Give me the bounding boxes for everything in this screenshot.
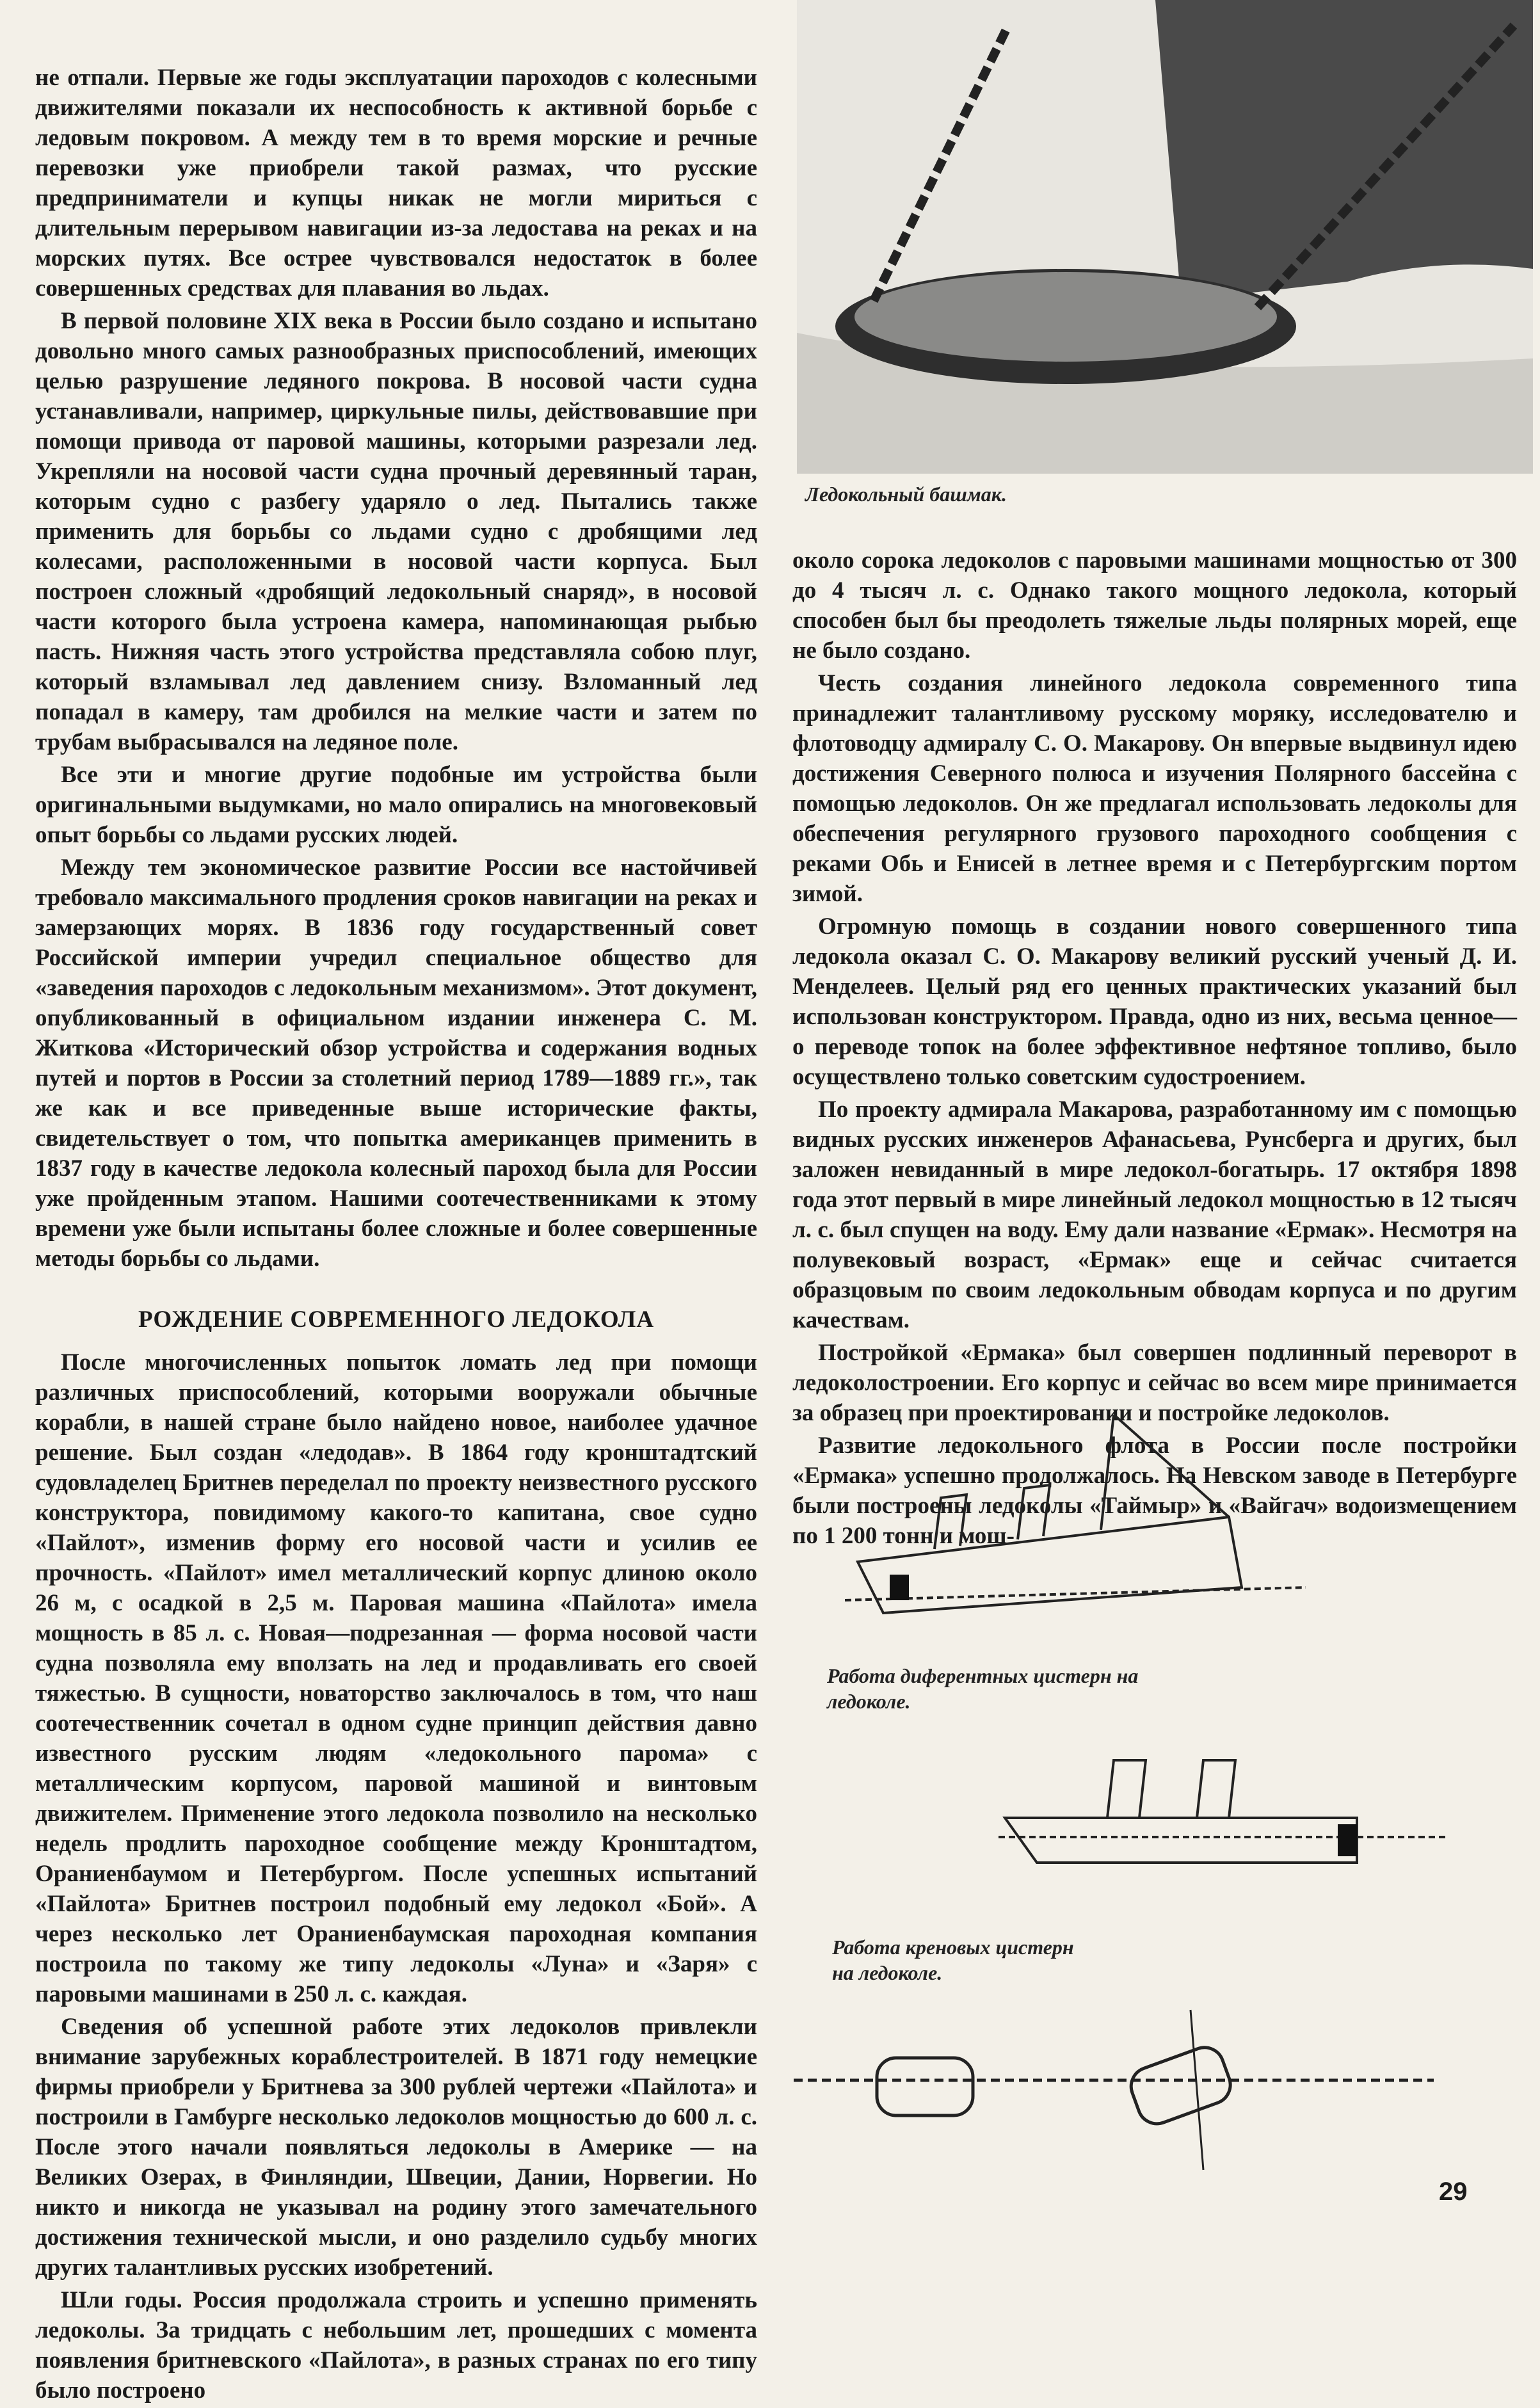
paragraph: Сведения об успешной работе этих ледоколов привлекли внимание зарубежных кораблестроителей. В 1871 году немецкие фирмы приобрели у Бритнева за 300 рублей чертежи «Пайлота» и построили в Гамбурге несколько ледоколов мощностью до 600 л. с. После этого начали появляться ледоколы в Америке — на Великих Озерах, в Финляндии, Швеции, Дании, Норвегии. Но никто и никогда не указывал на родину этого замечательного достижения технической мысли, и оно разделило судьбу многих других талантливых русских изобретений. <box>35 2014 757 2281</box>
paragraph: около сорока ледоколов с паровыми машинами мощностью от 300 до 4 тысяч л. с. Однако такого мощного ледокола, который способен был бы преодолеть тяжелые льды полярных морей, еще не было создано. <box>792 547 1517 664</box>
paragraph: Развитие ледокольного флота в России после постройки «Ермака» успешно продолжалось. На Невском заводе в Петербурге были построены ледоколы «Таймыр» и «Вайгач» водоизмещением по 1 200 тонн и мощ- <box>792 1433 1517 1549</box>
paragraph: Постройкой «Ермака» был совершен подлинный переворот в ледоколостроении. Его корпус и сейчас во всем мире принимается за образец при проектировании и постройке ледоколов. <box>792 1340 1517 1426</box>
trim-tanks-diagram <box>845 1402 1306 1632</box>
paragraph: В первой половине XIX века в России было создано и испытано довольно много самых разнообразных приспособлений, имеющих целью разрушение ледяного покрова. В носовой части судна устанавливали, например, циркульные пилы, действовавшие при помощи привода от паровой машины, которыми разрезали лед. Укрепляли на носовой части судна прочный деревянный таран, которым судно с разбегу ударяло о лед. Пытались также применить для борьбы со льдами судно с дробящими лед колесами, расположенными в носовой части корпуса. Был построен сложный «дробящий ледокольный снаряд», в носовой части которого была устроена камера, напоминающая рыбью пасть. Нижняя часть этого устройства представляла собою плуг, который взламывал лед давлением снизу. Взломанный лед попадал в камеру, там дробился на мелкие части и затем по трубам выбрасывался на ледяное поле. <box>35 308 757 755</box>
icebreaker-shoe-illustration <box>797 0 1533 474</box>
paragraph: Честь создания линейного ледокола современного типа принадлежит талантливому русскому моряку, исследователю и флотоводцу адмиралу С. О. Макарову. Он впервые выдвинул идею достижения Северного полюса и изучения Полярного бассейна с помощью ледоколов. Он же предлагал использовать ледоколы для обеспечения регулярного грузового пароходного сообщения с реками Обь и Енисей в летнее время и с Петербургским портом зимой. <box>792 670 1517 907</box>
paragraph: По проекту адмирала Макарова, разработанному им с помощью видных русских инженеров Афанасьева, Рунсберга и других, был заложен невиданный в мире ледокол-богатырь. 17 октября 1898 года этот первый в мире линейный ледокол мощностью в 12 тысяч л. с. был спущен на воду. Ему дали название «Ермак». Несмотря на полувековый возраст, «Ермак» еще и сейчас считается образцовым по своим ледокольным обводам корпуса и по другим качествам. <box>792 1096 1517 1333</box>
caption-trim-tanks: Работа диферентных цистерн на ледоколе. <box>827 1664 1139 1713</box>
paragraph: Все эти и многие другие подобные им устройства были оригинальными выдумками, но мало опирались на многовековый опыт борьбы со льдами русских людей. <box>35 762 757 848</box>
paragraph: Между тем экономическое развитие России все настойчивей требовало максимального продления сроков навигации на реках и замерзающих морях. В 1836 году государственный совет Российской империи учредил специальное общество для «заведения пароходов с ледокольным механизмом». Этот документ, опубликованный в официальном издании инженера С. М. Житкова «Исторический обзор устройства и содержания водных путей и портов в России за столетний период 1789—1889 гг.», так же как и все приведенные выше исторические факты, свидетельствует о том, что попытка американцев применить в 1837 году в качестве ледокола колесный пароход была для России уже пройденным этапом. Нашими соотечественниками к этому времени уже были испытаны более сложные и более совершенные методы борьбы со льдами. <box>35 855 757 1272</box>
paragraph: не отпали. Первые же годы эксплуатации пароходов с колесными движителями показали их неспособность к активной борьбе с ледовым покровом. А между тем в то время морские и речные перевозки уже приобрели такой размах, что русские предприниматели и купцы никак не могли мириться с длительным перерывом навигации из-за ледостава на реках и на морских путях. Все острее чувствовался недостаток в более совершенных средствах для плавания во льдах. <box>35 65 757 301</box>
page-number: 29 <box>1439 2178 1468 2206</box>
paragraph: После многочисленных попыток ломать лед при помощи различных приспособлений, которыми вооружали обычные корабли, в нашей стране было найдено новое, наиболее удачное решение. Был создан «ледодав». В 1864 году кронштадтский судовладелец Бритнев переделал по проекту неизвестного русского конструктора, повидимому какого-то капитана, свое судно «Пайлот», изменив форму его носовой части и усилив ее прочность. «Пайлот» имел металлический корпус длиною около 26 м, с осадкой в 2,5 м. Паровая машина «Пайлота» имела мощность в 85 л. с. Новая—подрезанная — форма носовой части судна позволяла ему вползать на лед и продавливать его своей тяжестью. В сущности, новаторство заключалось в том, что наш соотечественник сочетал в одном судне принцип действия давно известного русским людям «ледокольного парома» с металлическим корпусом, паровой машиной и винтовым движителем. Применение этого ледокола позволило на несколько недель продлить пароходное сообщение между Кронштадтом, Ораниенбаумом и Петербургом. После успешных испытаний «Пайлота» Бритнев построил подобный ему ледокол «Бой». А через несколько лет Ораниенбаумская пароходная компания построила по такому же типу ледоколы «Луна» и «Заря» с паровыми машинами в 250 л. с. каждая. <box>35 1349 757 2007</box>
left-column <box>35 63 757 2408</box>
heel-tanks-section-diagram <box>794 1997 1434 2176</box>
paragraph: Шли годы. Россия продолжала строить и успешно применять ледоколы. За тридцать с небольшим лет, прошедших с момента появления бритневского «Пайлота», в разных странах по его типу было построено <box>35 2287 757 2404</box>
caption-heel-tanks: Работа креновых цистерн на ледоколе. <box>832 1936 1074 1984</box>
section-heading: РОЖДЕНИЕ СОВРЕМЕННОГО ЛЕДОКОЛА <box>138 1306 655 1333</box>
heel-tanks-side-diagram <box>999 1747 1447 1875</box>
paragraph: Огромную помощь в создании нового совершенного типа ледокола оказал С. О. Макарову великий русский ученый Д. И. Менделеев. Целый ряд его ценных практических указаний был использован конструктором. Правда, одно из них, весьма ценное—о переводе топок на более эффективное нефтяное топливо, было осуществлено только советским судостроением. <box>792 913 1517 1090</box>
caption-icebreaker-shoe: Ледокольный башмак. <box>805 483 1007 506</box>
